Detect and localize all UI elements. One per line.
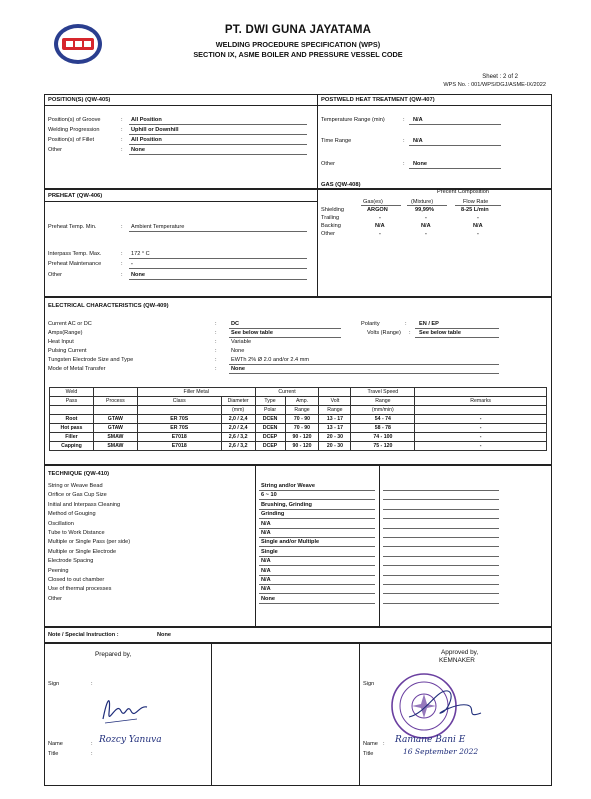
gas-backing-gas: N/A [375,223,385,229]
technique-label: Peening [48,567,69,574]
cell-speed: 58 - 78 [351,424,415,433]
prepared-name-handwritten: Rozcy Yanuva [99,735,162,745]
cell-type: DCEP [255,442,285,451]
wps-sheet [44,18,552,784]
cell-pass: Hot pass [50,424,94,433]
metal-transfer-value: None [231,366,245,372]
technique-value: N/A [261,577,271,583]
pwht-time-label: Time Range [321,138,352,144]
amp-range-header: Range [285,406,319,415]
code-reference: SECTION IX, ASME BOILER AND PRESSURE VESSEL CODE [193,50,403,59]
cell-diameter: 2,6 / 3,2 [221,442,255,451]
positions-pwht-box: POSITION(S) (QW-405) POSTWELD HEAT TREATMENT (QW-407) Position(s) of Groove : All Position Welding Progression : Uphill or Downhill Position(s) of Fillet : All Position Other : None Temperature Range (min) : N/A Time Range : N/A Other : None [44,94,552,190]
gas-shielding-mix: 99,99% [415,207,434,213]
preheat-maintenance-value: - [131,261,133,267]
cell-process: SMAW [93,442,137,451]
technique-label: Oscillation [48,520,74,527]
current-type-label: Current AC or DC [48,321,92,327]
amp-header: Amp. [285,397,319,406]
remarks-header: Remarks [415,397,547,406]
technique-value: None [261,595,275,602]
appr-name-colon: : [383,741,385,747]
cell-speed: 75 - 120 [351,442,415,451]
pwht-time-value: N/A [413,138,423,144]
cell-amp: 90 - 120 [285,442,319,451]
gas-trailing-mix: - [425,215,427,221]
cell-speed: 54 - 74 [351,415,415,424]
gas-trailing-flow: - [477,215,479,221]
amps-range-value: See below table [231,330,273,336]
preheat-title: PREHEAT (QW-406) [48,193,103,199]
gas-col-flow: Flow Rate [463,199,489,205]
technique-value: Single [261,548,278,555]
heat-input-label: Heat Input [48,339,74,345]
cell-volt: 13 - 17 [319,424,351,433]
travel-speed-header: Travel Speed [351,388,415,397]
preheat-maintenance-label: Preheat Maintenance [48,261,102,267]
position-groove-label: Position(s) of Groove [48,117,101,123]
gas-backing-mix: N/A [421,223,431,229]
gas-percent-composition: Precent Composition [437,189,489,195]
volt-header: Volt [319,397,351,406]
approver-authority: KEMNAKER [439,657,475,664]
volts-range-label: Volts (Range) [367,330,401,336]
welding-parameters-table [49,387,547,451]
pulsing-current-value: None [231,348,245,354]
cell-pass: Root [50,415,94,424]
prep-title-label: Title [48,751,59,757]
prep-name-colon: : [91,741,93,747]
polarity-label: Polarity [361,321,380,327]
technique-label: Use of thermal processes [48,586,112,593]
polarity-value: EN / EP [419,321,439,327]
position-fillet-value: All Position [131,137,162,143]
technique-value: N/A [261,558,271,565]
pass-header: Pass [50,397,94,406]
cell-remarks: - [415,433,547,442]
appr-name-label: Name [363,741,378,747]
cell-amp: 90 - 120 [285,433,319,442]
prep-name-label: Name [48,741,63,747]
gas-other-gas: - [379,231,381,237]
welding-progression-value: Uphill or Downhill [131,127,179,133]
technique-value: Brushing, Grinding [261,501,312,508]
cell-speed: 74 - 100 [351,433,415,442]
cell-process: SMAW [93,433,137,442]
prep-sign-colon: : [91,681,93,687]
prepared-signature [97,689,153,729]
technique-box [44,464,552,628]
preheat-min-label: Preheat Temp. Min. [48,224,97,230]
cell-diameter: 2,0 / 2,4 [221,424,255,433]
tungsten-electrode-value: EWTh 2% Ø 2.0 and/or 2.4 mm [231,357,310,363]
preheat-min-value: Ambient Temperature [131,224,185,230]
wps-number: WPS No. : 001/WPS/DGJ/ASME-IX/2022 [443,82,546,88]
gas-title: GAS (QW-408) [321,182,361,188]
technique-value: 6 ~ 10 [261,492,277,499]
technique-label: Multiple or Single Electrode [48,548,117,555]
prepared-by-label: Prepared by, [95,651,132,658]
preheat-other-label: Other [48,272,62,278]
welding-progression-label: Welding Progression [48,127,100,133]
cell-class: E7018 [137,442,221,451]
technique-label: Electrode Spacing [48,558,94,565]
table-header-row [50,397,547,406]
table-row [50,415,547,424]
gas-col-gases: Gas(es) [363,199,383,205]
gas-other-flow: - [477,231,479,237]
cell-process: GTAW [93,424,137,433]
technique-value: N/A [261,520,271,527]
approved-name-handwritten: Ramane Bani E [395,735,466,745]
weld-pass-header: Weld [50,388,94,397]
cell-remarks: - [415,442,547,451]
tungsten-electrode-label: Tungsten Electrode Size and Type [48,357,134,363]
technique-title: TECHNIQUE (QW-410) [48,471,110,477]
technique-label: String or Weave Bead [48,483,103,489]
cell-amp: 70 - 90 [285,424,319,433]
cell-volt: 13 - 17 [319,415,351,424]
metal-transfer-label: Mode of Metal Transfer [48,366,106,372]
diameter-header: Diameter [221,397,255,406]
pwht-other-value: None [413,161,427,167]
volts-range-value: See below table [419,330,461,336]
gas-other-label: Other [321,231,335,237]
technique-label: Orifice or Gas Cup Size [48,492,107,499]
cell-amp: 70 - 90 [285,415,319,424]
gas-shielding-label: Shielding [321,207,345,213]
gas-other-mix: - [425,231,427,237]
amps-range-label: Amps(Range) [48,330,83,336]
positions-title: POSITION(S) (QW-405) [48,97,111,103]
position-other-value: None [131,147,145,153]
appr-title-label: Title [363,751,374,757]
technique-label: Initial and Interpass Cleaning [48,501,121,508]
cell-remarks: - [415,424,547,433]
gas-shielding-gas: ARGON [367,207,388,213]
prep-title-colon: : [91,751,93,757]
interpass-temp-value: 172 ° C [131,251,150,257]
position-other-label: Other [48,147,62,153]
cell-diameter: 2,6 / 3,2 [221,433,255,442]
technique-label: Other [48,595,62,602]
prep-sign-label: Sign [48,681,60,687]
technique-value: N/A [261,530,271,536]
current-header: Current [255,388,319,397]
note-value: None [157,632,171,638]
pwht-temp-value: N/A [413,117,423,123]
technique-label: Tube to Work Distance [48,530,105,536]
pwht-title: POSTWELD HEAT TREATMENT (QW-407) [321,97,435,103]
pulsing-current-label: Pulsing Current [48,348,87,354]
cell-type: DCEP [255,433,285,442]
type-header: Type [255,397,285,406]
table-row [50,433,547,442]
gas-backing-flow: N/A [473,223,483,229]
interpass-temp-label: Interpass Temp. Max. [48,251,102,257]
cell-type: DCEN [255,415,285,424]
heat-input-value: Variable [231,339,252,345]
diameter-unit: (mm) [221,406,255,415]
process-header: Process [93,397,137,406]
table-group-header [50,388,547,397]
electrical-box: ELECTRICAL CHARACTERISTICS (QW-409) Current AC or DC : DC Amps(Range) : See below table Heat Input : Variable Pulsing Current : None Tungsten Electrode Size and Type : EWTh 2% Ø 2.0 and/or 2.4 mm Mode of Metal Transfer : None Polarity : EN / EP Volts (Range) : See below table Weld Filler Metal Current Travel Speed Pass Process Class Diameter Type Amp. Volt Range Remarks (mm) Polar Range Range (mm/min) Root GTAW ER 70S 2,0 / 2,4 DCEN 70 - 90 13 - 17 54 - 74 - Hot pass GTAW ER 70S 2,0 / 2,4 DCEN 70 - 90 13 - 17 58 - 78 - Filler SMAW E7018 2,6 / 3,2 DCEP 90 - 120 20 - 30 74 - 100 - Capping SMAW E7018 2,6 / 3,2 DCEP 90 - 120 20 - 30 75 - 120 - [44,296,552,466]
table-row [50,424,547,433]
approved-date-handwritten: 16 September 2022 [403,747,479,756]
approved-signature [405,683,485,727]
technique-value: String and/or Weave [261,483,315,489]
table-unit-row [50,406,547,415]
travel-range-header: Range [351,397,415,406]
travel-unit: (mm/min) [351,406,415,415]
preheat-other-value: None [131,272,145,278]
cell-volt: 20 - 30 [319,433,351,442]
signoff-box [44,642,552,786]
technique-value: N/A [261,567,271,574]
gas-backing-label: Backing [321,223,341,229]
cell-diameter: 2,0 / 2,4 [221,415,255,424]
document-title: WELDING PROCEDURE SPECIFICATION (WPS) [215,40,381,49]
electrical-title: ELECTRICAL CHARACTERISTICS (QW-409) [48,303,169,309]
gas-col-mixture: (Mixture) [411,199,434,205]
cell-type: DCEN [255,424,285,433]
cell-volt: 20 - 30 [319,442,351,451]
cell-pass: Filler [50,433,94,442]
cell-class: ER 70S [137,415,221,424]
approved-by-label: Approved by, [441,649,479,656]
gas-trailing-gas: - [379,215,381,221]
position-fillet-label: Position(s) of Fillet [48,137,95,143]
technique-label: Closed to out chamber [48,577,105,583]
technique-label: Method of Gouging [48,511,96,518]
sheet-number: Sheet : 2 of 2 [482,74,518,80]
technique-value: N/A [261,586,271,593]
volt-range-header: Range [319,406,351,415]
note-label: Note / Special Instruction : [48,632,119,638]
table-row [50,442,547,451]
filler-metal-header: Filler Metal [137,388,255,397]
pwht-other-label: Other [321,161,335,167]
document-header [44,18,552,88]
polar-header: Polar [255,406,285,415]
pwht-temp-label: Temperature Range (min) [321,117,385,123]
appr-sign-label: Sign [363,681,375,687]
technique-value: Single and/or Multiple [261,539,320,546]
class-header: Class [137,397,221,406]
position-groove-value: All Position [131,117,162,123]
cell-class: ER 70S [137,424,221,433]
technique-value: Grinding [261,511,285,518]
cell-process: GTAW [93,415,137,424]
gas-trailing-label: Trailing [321,215,340,221]
preheat-gas-box: PREHEAT (QW-406) GAS (QW-408) Preheat Temp. Min. : Ambient Temperature Interpass Temp. Max. : 172 ° C Preheat Maintenance : - Other : None Precent Composition Gas(es) (Mixture) Flow Rate Shielding ARGON 99,99% 8-25 L/min Trailing - - - Backing N/A N/A N/A Other - - - [44,188,552,298]
cell-class: E7018 [137,433,221,442]
cell-pass: Capping [50,442,94,451]
gas-shielding-flow: 8-25 L/min [461,207,489,213]
cell-remarks: - [415,415,547,424]
current-type-value: DC [231,321,240,327]
company-name: PT. DWI GUNA JAYATAMA [224,24,372,36]
technique-label: Multiple or Single Pass (per side) [48,539,131,546]
